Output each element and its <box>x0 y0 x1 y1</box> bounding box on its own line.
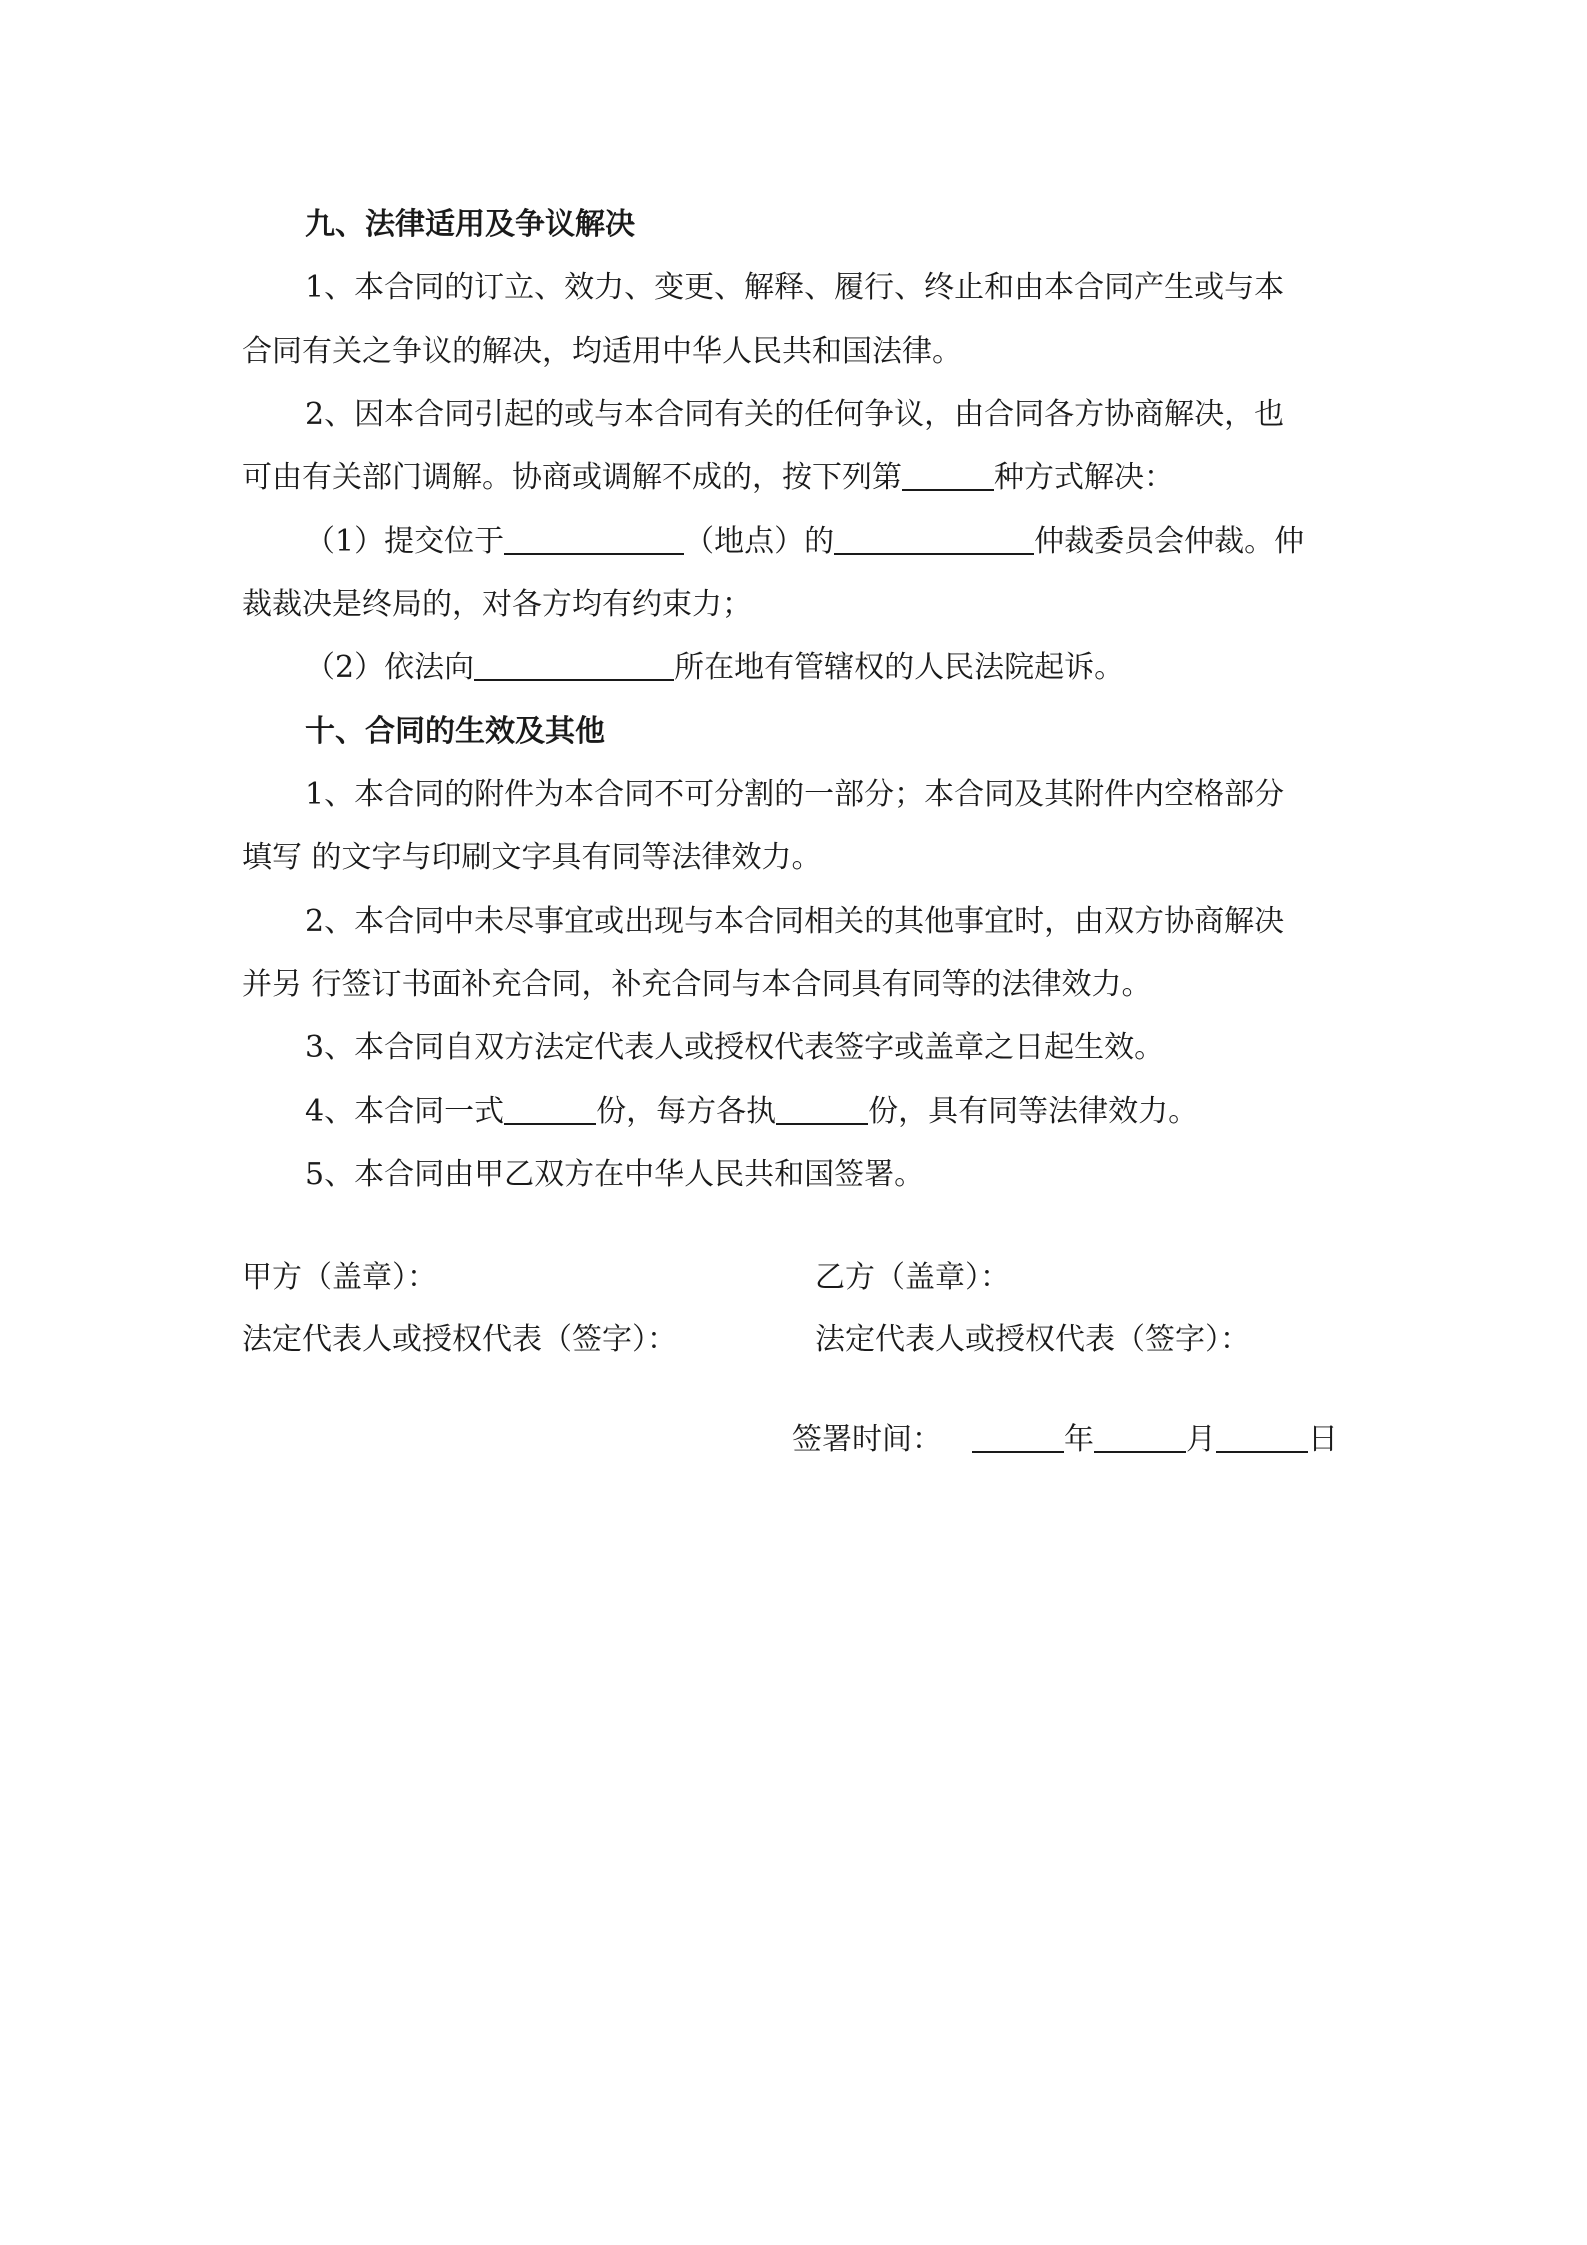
section-10-clause-1-line-2 <box>242 838 822 878</box>
party-a-seal-label: 甲方（盖章）： <box>242 1260 437 1295</box>
clause-text: 份，具有同等法律效力。 <box>868 1094 1199 1129</box>
section-10-clause-2-line-1 <box>305 902 1284 942</box>
clause-text: 合同有关之争议的解决，均适用中华人民共和国法律。 <box>242 334 962 369</box>
section-10-clause-4 <box>305 1092 1198 1132</box>
month-blank[interactable] <box>1094 1421 1186 1453</box>
option-text: 仲裁委员会仲裁。仲 <box>1034 524 1305 559</box>
option-text: 所在地有管辖权的人民法院起诉。 <box>674 650 1125 685</box>
section-10-clause-2-line-2 <box>242 965 1152 1005</box>
clause-text: 5、本合同由甲乙双方在中华人民共和国签署。 <box>305 1157 925 1192</box>
day-blank[interactable] <box>1216 1421 1308 1453</box>
section-9-clause-2-line-1 <box>305 395 1284 435</box>
section-9-title-text: 九、法律适用及争议解决 <box>305 207 635 242</box>
option-text: （地点）的 <box>684 524 835 559</box>
month-label: 月 <box>1186 1422 1216 1457</box>
section-10-clause-5 <box>305 1155 924 1195</box>
section-9-title <box>305 205 635 245</box>
clause-text: 2、本合同中未尽事宜或出现与本合同相关的其他事宜时，由双方协商解决 <box>305 904 1285 939</box>
section-9-clause-1-line-2 <box>242 332 962 372</box>
method-number-blank[interactable] <box>902 459 994 491</box>
section-10-clause-1-line-1 <box>305 775 1284 815</box>
section-9-clause-2-line-2 <box>242 458 1174 498</box>
clause-text: 1、本合同的订立、效力、变更、解释、履行、终止和由本合同产生或与本 <box>305 270 1285 305</box>
clause-text: 可由有关部门调解。协商或调解不成的，按下列第 <box>242 460 902 495</box>
clause-text: 4、本合同一式 <box>305 1094 505 1129</box>
section-9-option-1-line-1 <box>305 522 1304 562</box>
arbitration-commission-blank[interactable] <box>834 523 1034 555</box>
section-9-option-2 <box>305 648 1124 688</box>
copies-each-blank[interactable] <box>776 1093 868 1125</box>
clause-text: 1、本合同的附件为本合同不可分割的一部分；本合同及其附件内空格部分 <box>305 777 1285 812</box>
year-blank[interactable] <box>972 1421 1064 1453</box>
option-text: （2）依法向 <box>305 650 475 685</box>
section-10-title <box>305 712 605 752</box>
clause-text: 种方式解决： <box>994 460 1174 495</box>
signing-date-line <box>792 1420 1338 1460</box>
signing-date-label: 签署时间： <box>792 1422 942 1457</box>
copies-total-blank[interactable] <box>504 1093 596 1125</box>
party-b-seal-label: 乙方（盖章）： <box>815 1260 1010 1295</box>
option-text: （1）提交位于 <box>305 524 505 559</box>
clause-text: 并另 行签订书面补充合同，补充合同与本合同具有同等的法律效力。 <box>242 967 1152 1002</box>
section-9-clause-1-line-1 <box>305 268 1284 308</box>
clause-text: 份，每方各执 <box>596 1094 777 1129</box>
section-9-option-1-line-2 <box>242 585 752 625</box>
day-label: 日 <box>1308 1422 1338 1457</box>
section-10-clause-3 <box>305 1028 1164 1068</box>
year-label: 年 <box>1064 1422 1094 1457</box>
arbitration-location-blank[interactable] <box>504 523 684 555</box>
section-10-title-text: 十、合同的生效及其他 <box>305 714 605 749</box>
option-text: 裁裁决是终局的，对各方均有约束力； <box>242 587 752 622</box>
clause-text: 3、本合同自双方法定代表人或授权代表签字或盖章之日起生效。 <box>305 1030 1165 1065</box>
court-party-blank[interactable] <box>474 649 674 681</box>
clause-text: 2、因本合同引起的或与本合同有关的任何争议，由合同各方协商解决，也 <box>305 397 1285 432</box>
party-b-representative-label: 法定代表人或授权代表（签字）： <box>815 1322 1250 1357</box>
party-a-representative-label: 法定代表人或授权代表（签字）： <box>242 1322 677 1357</box>
clause-text: 填写 的文字与印刷文字具有同等法律效力。 <box>242 840 822 875</box>
